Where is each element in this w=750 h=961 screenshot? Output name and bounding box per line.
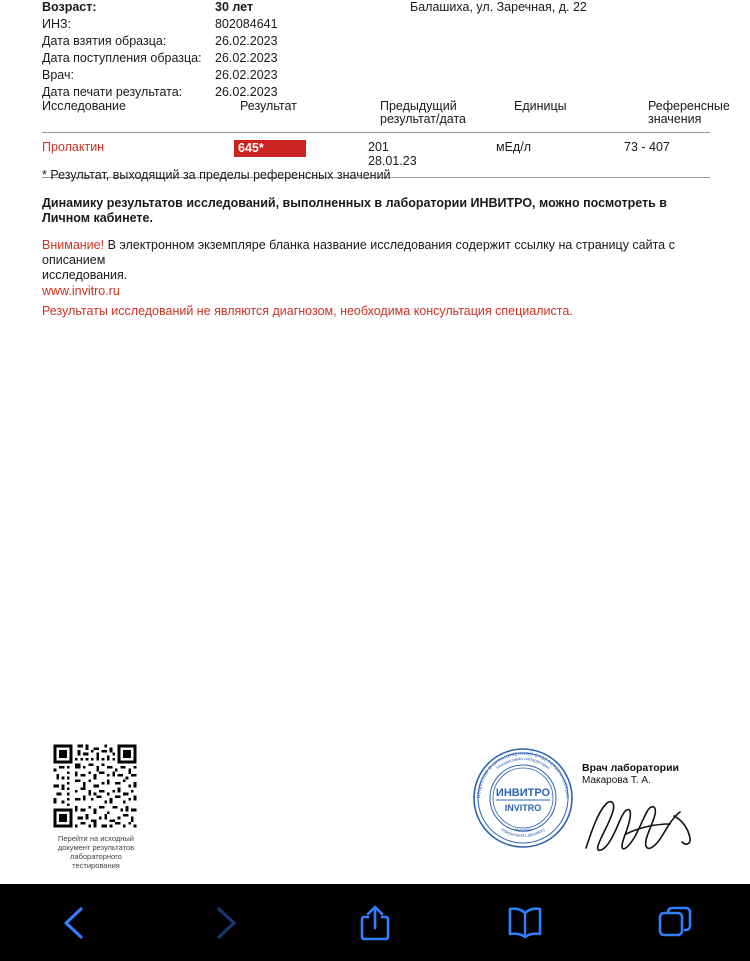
attention-text-line2: исследования.: [42, 268, 128, 282]
attention-note: [42, 238, 714, 283]
stamp-brand-text: ИНВИТРО: [495, 787, 551, 799]
info-value: 802084641: [215, 17, 278, 31]
header-reference-line1: Референсные: [648, 99, 730, 113]
info-value: 26.02.2023: [215, 34, 278, 48]
stamp-brand-latin-text: INVITRO: [504, 803, 542, 813]
header-previous-line2: результат/дата: [380, 112, 466, 126]
cell-reference: 73 - 407: [624, 140, 670, 154]
info-label: Дата печати результата:: [42, 85, 183, 99]
invitro-site-link[interactable]: www.invitro.ru: [42, 284, 120, 298]
chevron-right-icon[interactable]: [210, 904, 240, 942]
header-previous-line1: Предыдущий: [380, 99, 457, 113]
info-label: Возраст:: [42, 0, 97, 14]
cell-result: [234, 140, 368, 170]
signature-block: [582, 762, 742, 787]
address-line: Балашиха, ул. Заречная, д. 22: [410, 0, 587, 14]
stamp-city-text: • МОСКВА •: [511, 826, 535, 834]
browser-toolbar: [0, 884, 750, 961]
qr-caption: [48, 834, 144, 870]
info-row: [42, 0, 712, 17]
info-value: 26.02.2023: [215, 85, 278, 99]
dynamics-note: [42, 196, 682, 226]
cell-test-name[interactable]: Пролактин: [42, 140, 105, 154]
cell-units: мЕд/л: [496, 140, 531, 154]
stamp-ring-inner-top-text: Независимая лаборатория: [495, 755, 551, 771]
qr-caption-line1: Перейти на исходный: [58, 834, 134, 843]
cell-previous: [368, 140, 496, 170]
handwritten-signature: [578, 790, 698, 860]
qr-code-icon[interactable]: [48, 742, 142, 830]
qr-code-block[interactable]: [48, 742, 144, 870]
result-out-of-range-badge: 645*: [234, 140, 306, 157]
dynamics-note-line2: Личном кабинете.: [42, 211, 153, 225]
chevron-left-icon[interactable]: [60, 904, 90, 942]
info-row: [42, 51, 712, 68]
back-button[interactable]: [35, 895, 115, 951]
book-icon[interactable]: [506, 906, 544, 940]
attention-label: Внимание!: [42, 238, 105, 252]
info-label: ИНЗ:: [42, 17, 72, 31]
info-row: [42, 34, 712, 51]
header-reference: [648, 100, 750, 126]
disclaimer-note: Результаты исследований не являются диагнозом, необходима консультация специалиста.: [42, 304, 573, 318]
laboratory-stamp: [470, 745, 576, 851]
table-header-row: [42, 99, 730, 133]
qr-caption-line3: лабораторного тестирования: [70, 852, 122, 870]
footnote-out-of-range: * Результат, выходящий за пределы референсных значений: [42, 168, 391, 182]
previous-date: 28.01.23: [368, 154, 417, 168]
stamp-ring-bottom-text: Independent Laboratory: [500, 826, 546, 839]
dynamics-note-line1: Динамику результатов исследований, выполненных в лаборатории ИНВИТРО, можно посмотреть в: [42, 196, 667, 210]
qr-caption-line2: документ результатов: [57, 843, 135, 852]
info-label: Врач:: [42, 68, 74, 82]
header-result: Результат: [240, 99, 297, 113]
stamp-ring-top-text: ОБЩЕСТВО С ОГРАНИЧЕННОЙ ОТВЕТСТВЕННОСТЬЮ: [475, 750, 571, 799]
signature-name: Макарова Т. А.: [582, 775, 651, 786]
info-value: 30 лет: [215, 0, 254, 14]
tabs-icon[interactable]: [657, 905, 693, 941]
signature-title: Врач лаборатории: [582, 762, 679, 774]
info-row: [42, 68, 712, 85]
results-table: [42, 99, 730, 178]
info-value: 26.02.2023: [215, 51, 278, 65]
forward-button[interactable]: [185, 895, 265, 951]
info-value: 26.02.2023: [215, 68, 278, 82]
header-reference-line2: значения: [648, 112, 702, 126]
header-units: Единицы: [514, 99, 567, 113]
previous-value: 201: [368, 140, 389, 154]
bookmarks-button[interactable]: [485, 895, 565, 951]
share-icon[interactable]: [358, 903, 392, 943]
tabs-button[interactable]: [635, 895, 715, 951]
info-row: [42, 17, 712, 34]
header-previous: [380, 100, 514, 126]
attention-text-line1: В электронном экземпляре бланка название исследования содержит ссылку на страницу сайта с описанием: [42, 238, 675, 267]
info-label: Дата поступления образца:: [42, 51, 202, 65]
share-button[interactable]: [335, 895, 415, 951]
patient-info-block: [42, 0, 712, 102]
info-label: Дата взятия образца:: [42, 34, 167, 48]
header-test: Исследование: [42, 99, 126, 113]
notes-block: [42, 168, 722, 319]
